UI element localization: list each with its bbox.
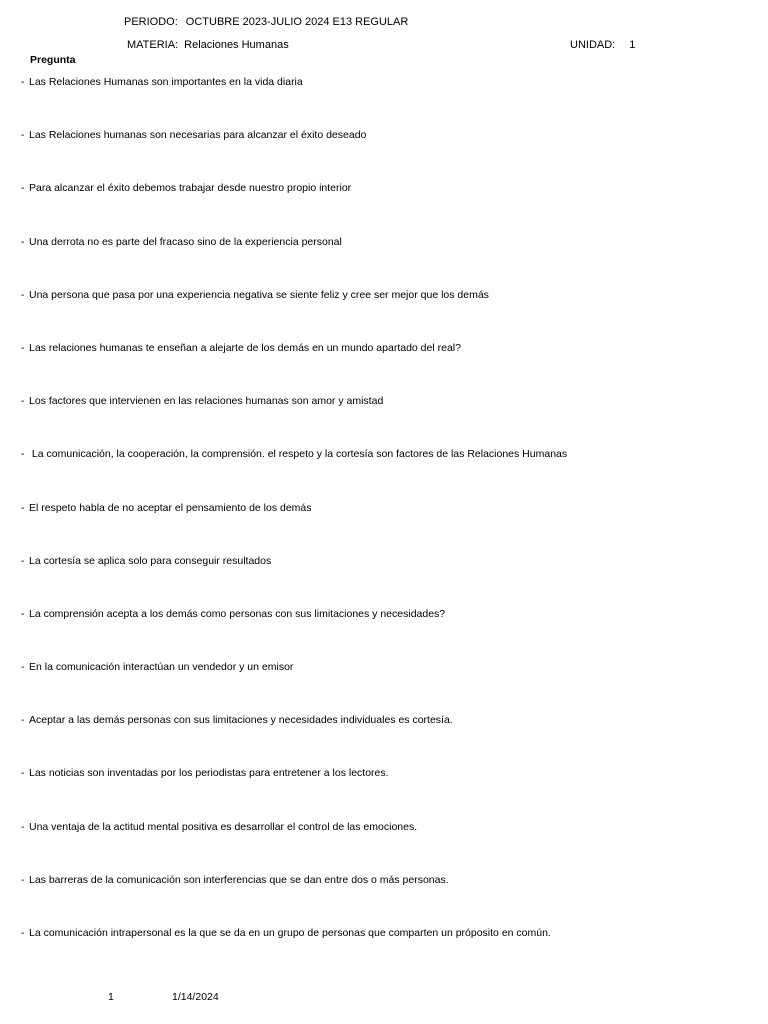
question-list xyxy=(21,75,567,979)
question-text: Aceptar a las demás personas con sus limitaciones y necesidades individuales es cortesía. xyxy=(29,714,453,727)
periodo-value: OCTUBRE 2023-JULIO 2024 E13 REGULAR xyxy=(185,16,409,28)
question-text: La comunicación intrapersonal es la que se da en un grupo de personas que comparten un próposito en común. xyxy=(29,927,551,939)
question-text: Para alcanzar el éxito debemos trabajar desde nuestro propio interior xyxy=(29,182,352,195)
question-bullet: - xyxy=(21,661,25,674)
question-bullet: - xyxy=(21,448,25,461)
column-header-pregunta: Pregunta xyxy=(30,54,76,66)
question-bullet: - xyxy=(21,288,25,301)
question-text: La comprensión acepta a los demás como personas con sus limitaciones y necesidades? xyxy=(29,607,446,620)
question-item xyxy=(21,554,567,607)
question-bullet: - xyxy=(21,395,25,408)
question-bullet: - xyxy=(21,607,25,620)
question-item xyxy=(21,820,567,873)
question-bullet: - xyxy=(21,820,25,833)
question-bullet: - xyxy=(21,714,25,727)
question-item xyxy=(21,288,567,341)
question-item xyxy=(21,713,567,766)
question-text: Una derrota no es parte del fracaso sino de la experiencia personal xyxy=(29,235,342,248)
materia-line xyxy=(127,39,289,51)
question-text: Las noticias son inventadas por los periodistas para entretener a los lectores. xyxy=(29,767,389,780)
periodo-line xyxy=(124,16,408,28)
question-item xyxy=(21,766,567,819)
materia-value: Relaciones Humanas xyxy=(184,39,289,51)
question-text: Una persona que pasa por una experiencia negativa se siente feliz y cree ser mejor que los demás xyxy=(29,288,489,301)
question-text: El respeto habla de no aceptar el pensamiento de los demás xyxy=(29,501,312,514)
unidad-line xyxy=(570,39,635,51)
question-text: Las Relaciones humanas son necesarias para alcanzar el éxito deseado xyxy=(29,129,367,142)
question-item xyxy=(21,394,567,447)
footer-date: 1/14/2024 xyxy=(172,991,219,1003)
question-bullet: - xyxy=(21,873,25,886)
question-item xyxy=(21,75,567,128)
question-item xyxy=(21,181,567,234)
question-text: Las Relaciones Humanas son importantes en la vida diaria xyxy=(29,76,303,88)
question-item xyxy=(21,660,567,713)
question-text: Una ventaja de la actitud mental positiva es desarrollar el control de las emociones. xyxy=(29,820,418,833)
unidad-label: UNIDAD: xyxy=(570,39,616,51)
question-item xyxy=(21,873,567,926)
question-bullet: - xyxy=(21,129,25,142)
question-bullet: - xyxy=(21,341,25,354)
question-bullet: - xyxy=(21,76,25,88)
question-bullet: - xyxy=(21,927,25,939)
question-item xyxy=(21,128,567,181)
question-text: Las relaciones humanas te enseñan a alejarte de los demás en un mundo apartado del real? xyxy=(29,341,461,354)
question-text: En la comunicación interactúan un vendedor y un emisor xyxy=(29,661,294,674)
question-bullet: - xyxy=(21,182,25,195)
question-bullet: - xyxy=(21,235,25,248)
question-item xyxy=(21,501,567,554)
question-bullet: - xyxy=(21,767,25,780)
footer-page-number: 1 xyxy=(108,991,114,1003)
periodo-label: PERIODO: xyxy=(124,16,178,28)
question-item xyxy=(21,341,567,394)
question-bullet: - xyxy=(21,501,25,514)
question-text: La comunicación, la cooperación, la comprensión. el respeto y la cortesía son factores de las Relaciones Humanas xyxy=(29,448,568,461)
question-item xyxy=(21,235,567,288)
materia-label: MATERIA: xyxy=(127,39,179,51)
question-item xyxy=(21,447,567,500)
unidad-value: 1 xyxy=(629,39,636,51)
question-bullet: - xyxy=(21,554,25,567)
question-text: Las barreras de la comunicación son interferencias que se dan entre dos o más personas. xyxy=(29,873,449,886)
question-text: La cortesía se aplica solo para conseguir resultados xyxy=(29,554,272,567)
question-text: Los factores que intervienen en las relaciones humanas son amor y amistad xyxy=(29,395,384,408)
question-item xyxy=(21,607,567,660)
question-item xyxy=(21,926,567,979)
